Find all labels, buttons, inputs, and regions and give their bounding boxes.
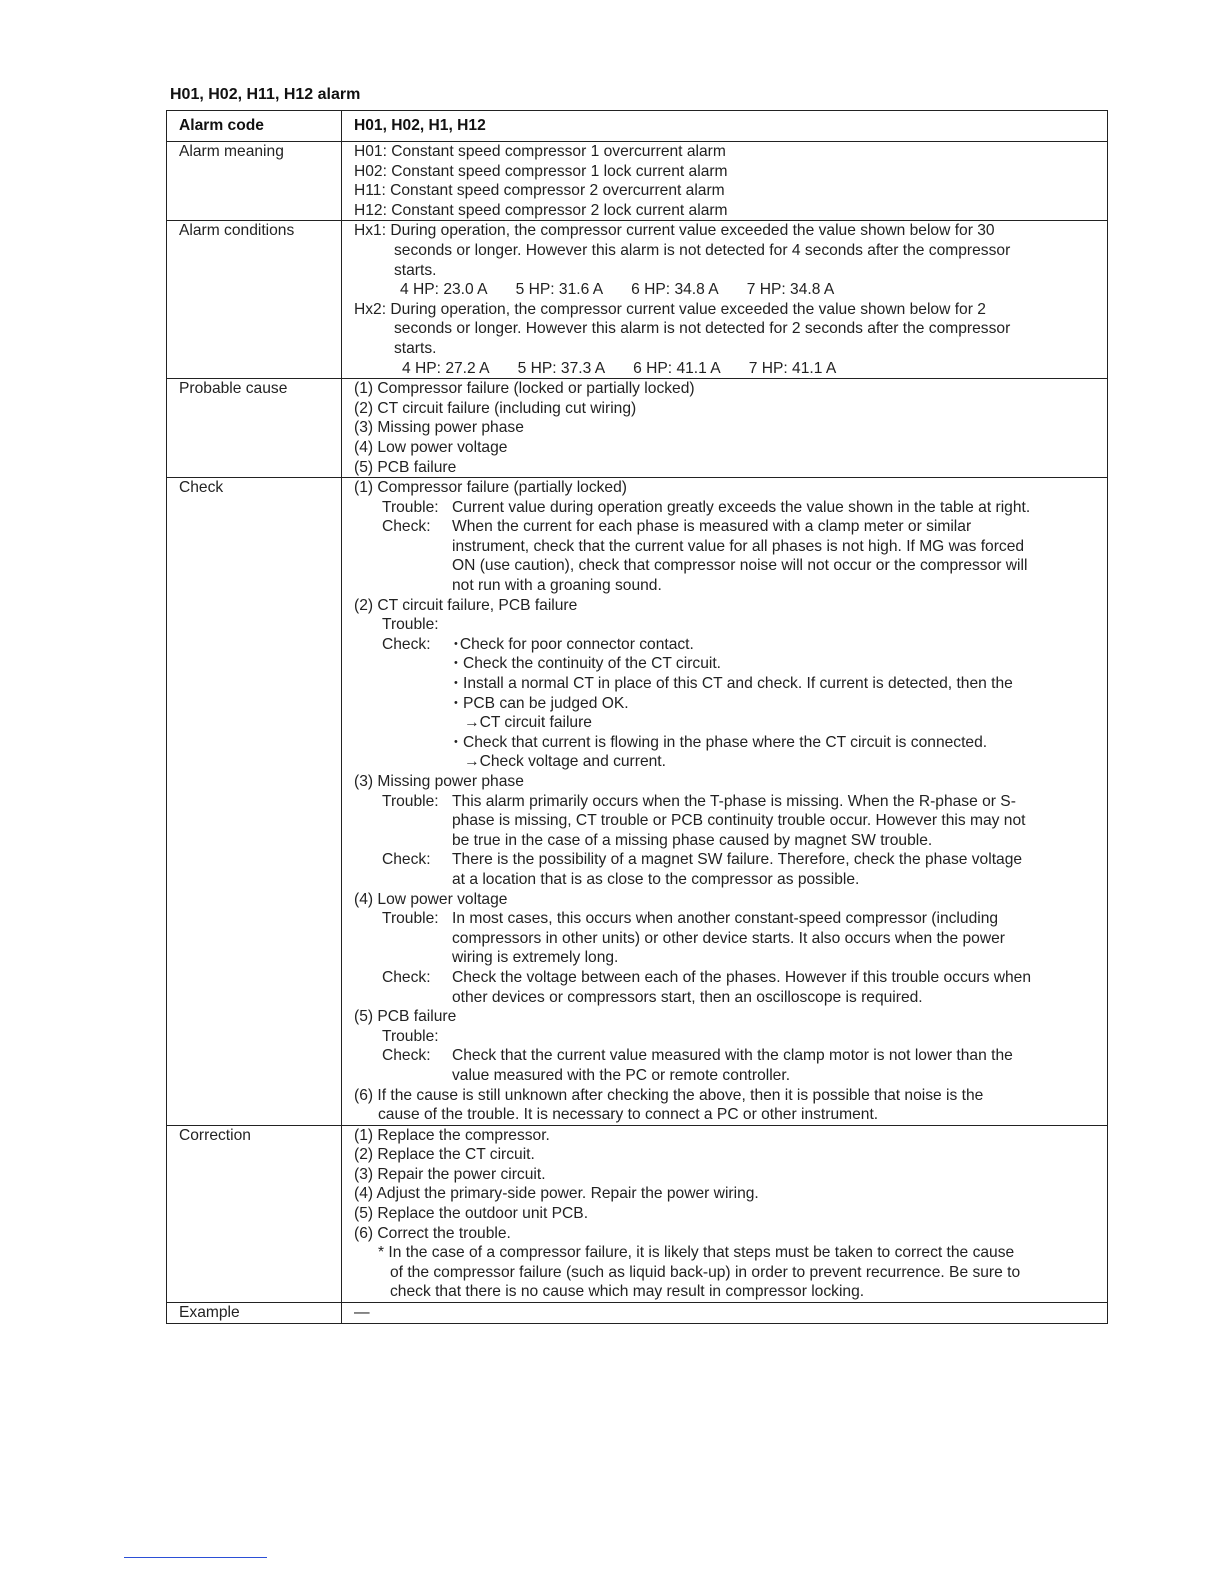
check-text: There is the possibility of a magnet SW failure. Therefore, check the phase voltage (452, 851, 1023, 869)
check-section-head: (4) Low power voltage (354, 890, 508, 908)
row-alarm-meaning (167, 142, 1108, 221)
check-bullet-item (354, 654, 1101, 674)
check-bullet-item (354, 694, 1101, 714)
row-correction (167, 1125, 1108, 1302)
check-text: Check that the current value measured with the clamp motor is not lower than the (452, 1047, 1013, 1065)
meaning-line: H01: Constant speed compressor 1 overcurrent alarm (354, 143, 726, 160)
check-text: instrument, check that the current value for all phases is not high. If MG was forced (452, 537, 1025, 555)
trouble-text: Current value during operation greatly exceeds the value shown in the table at right. (452, 498, 1031, 516)
check-check (354, 968, 1101, 988)
row-probable-cause (167, 379, 1108, 478)
row-check (167, 478, 1108, 1126)
check-section-head: (2) CT circuit failure, PCB failure (354, 596, 578, 614)
trouble-text: wiring is extremely long. (452, 949, 619, 967)
bullet: ･ (452, 655, 460, 673)
check-section-head: (1) Compressor failure (partially locked) (354, 479, 627, 497)
correction-label: Correction (167, 1125, 342, 1302)
check-check (354, 517, 1101, 537)
check-text: value measured with the PC or remote controller. (452, 1066, 791, 1084)
hp-value: 5 HP: 37.3 A (517, 359, 606, 377)
hp-value: 6 HP: 41.1 A (633, 359, 721, 377)
cause-line: (5) PCB failure (354, 458, 457, 476)
hp-value: 7 HP: 34.8 A (746, 281, 835, 299)
bullet: ･ (452, 635, 460, 653)
hp-value: 4 HP: 27.2 A (402, 359, 490, 377)
hx1-hp-values (354, 280, 1101, 300)
check-trouble (354, 792, 1101, 812)
alarm-table (166, 110, 1108, 1324)
cause-value (342, 379, 1108, 478)
check-text: other devices or compressors start, then an oscilloscope is required. (452, 988, 923, 1006)
check-key: Check: (382, 968, 431, 986)
check-text: at a location that is as close to the compressor as possible. (452, 870, 860, 888)
cause-line: (1) Compressor failure (locked or partially locked) (354, 380, 695, 398)
bullet: ･ (452, 733, 460, 751)
correction-note: of the compressor failure (such as liquid back-up) in order to prevent recurrence. Be sure to (390, 1263, 1021, 1281)
bullet: ･ (452, 694, 460, 712)
cause-line: (2) CT circuit failure (including cut wiring) (354, 399, 637, 417)
check-value (342, 478, 1108, 1126)
correction-note: check that there is no cause which may result in compressor locking. (390, 1283, 865, 1301)
check-text: cause of the trouble. It is necessary to connect a PC or other instrument. (378, 1106, 879, 1124)
meaning-line: H02: Constant speed compressor 1 lock current alarm (354, 162, 728, 180)
hx2-line: seconds or longer. However this alarm is not detected for 2 seconds after the compressor (394, 320, 1011, 338)
check-text: not run with a groaning sound. (452, 577, 662, 595)
bullet-text: Check that current is flowing in the phase where the CT circuit is connected. (463, 733, 988, 751)
trouble-text: be true in the case of a missing phase caused by magnet SW trouble. (452, 831, 933, 849)
bullet: ･ (452, 675, 460, 693)
trouble-key: Trouble: (382, 1027, 439, 1045)
check-key: Check: (382, 635, 431, 653)
hx2-line: starts. (394, 339, 437, 357)
hp-value: 7 HP: 41.1 A (748, 359, 837, 377)
trouble-text: This alarm primarily occurs when the T-phase is missing. When the R-phase or S- (452, 792, 1016, 810)
bullet-text: Install a normal CT in place of this CT and check. If current is detected, then the (463, 675, 1013, 693)
row-alarm-conditions (167, 221, 1108, 379)
meaning-value (342, 142, 1108, 221)
bullet-text: Check the continuity of the CT circuit. (463, 655, 721, 673)
cause-label: Probable cause (167, 379, 342, 478)
check-text: Check the voltage between each of the phases. However if this trouble occurs when (452, 968, 1032, 986)
example-value: — (342, 1303, 1108, 1324)
correction-line: (5) Replace the outdoor unit PCB. (354, 1205, 589, 1223)
trouble-key: Trouble: (382, 498, 439, 516)
check-key: Check: (382, 1047, 431, 1065)
correction-line: (3) Repair the power circuit. (354, 1165, 546, 1183)
hx2-hp-values (354, 359, 1101, 379)
trouble-text: phase is missing, CT trouble or PCB continuity trouble occur. However this may not (452, 812, 1026, 830)
hp-value: 6 HP: 34.8 A (631, 281, 719, 299)
check-text: ON (use caution), check that compressor noise will not occur or the compressor will (452, 557, 1028, 575)
check-bullet-item (354, 733, 1101, 753)
hx1-line: Hx1: During operation, the compressor current value exceeded the value shown below for 30 (354, 222, 995, 240)
header-value: H01, H02, H1, H12 (342, 111, 1108, 142)
check-check (354, 1046, 1101, 1066)
correction-value (342, 1125, 1108, 1302)
check-section-head: (5) PCB failure (354, 1008, 457, 1026)
correction-line: (4) Adjust the primary-side power. Repair the power wiring. (354, 1185, 759, 1203)
correction-note: * In the case of a compressor failure, it is likely that steps must be taken to correct the cause (378, 1244, 1015, 1262)
header-label: Alarm code (167, 111, 342, 142)
page-title: H01, H02, H11, H12 alarm (170, 86, 361, 103)
conditions-label: Alarm conditions (167, 221, 342, 379)
hp-value: 4 HP: 23.0 A (400, 281, 488, 299)
check-trouble (354, 909, 1101, 929)
check-key: Check: (382, 518, 431, 536)
check-key: Check: (382, 851, 431, 869)
bullet-text: Check for poor connector contact. (459, 635, 694, 653)
check-text: When the current for each phase is measured with a clamp meter or similar (452, 518, 972, 536)
table-header-row (167, 111, 1108, 142)
cause-line: (4) Low power voltage (354, 438, 508, 456)
trouble-text: In most cases, this occurs when another constant-speed compressor (including (452, 910, 999, 928)
trouble-key: Trouble: (382, 910, 439, 928)
example-label: Example (167, 1303, 342, 1324)
meaning-label: Alarm meaning (167, 142, 342, 221)
footer-rule (124, 1557, 267, 1558)
hx2-line: Hx2: During operation, the compressor current value exceeded the value shown below for 2 (354, 300, 986, 318)
correction-line: (6) Correct the trouble. (354, 1224, 511, 1242)
check-section-head: (3) Missing power phase (354, 773, 524, 790)
check-section-head: (6) If the cause is still unknown after checking the above, then it is possible that noise is the (354, 1086, 984, 1104)
check-label: Check (167, 478, 342, 1126)
check-arrow-result: →CT circuit failure (464, 714, 592, 732)
check-check (354, 635, 1101, 655)
check-trouble (354, 498, 1101, 518)
correction-line: (1) Replace the compressor. (354, 1126, 550, 1144)
correction-line: (2) Replace the CT circuit. (354, 1146, 535, 1164)
check-arrow-result: →Check voltage and current. (464, 753, 666, 771)
trouble-text: compressors in other units) or other device starts. It also occurs when the power (452, 929, 1005, 947)
check-bullet-item (354, 674, 1101, 694)
meaning-line: H11: Constant speed compressor 2 overcurrent alarm (354, 182, 725, 200)
hp-value: 5 HP: 31.6 A (515, 281, 604, 299)
meaning-line: H12: Constant speed compressor 2 lock current alarm (354, 201, 728, 219)
hx1-line: seconds or longer. However this alarm is not detected for 4 seconds after the compressor (394, 241, 1011, 259)
hx1-line: starts. (394, 261, 437, 279)
cause-line: (3) Missing power phase (354, 419, 524, 437)
trouble-key: Trouble: (382, 616, 439, 634)
trouble-key: Trouble: (382, 792, 439, 810)
row-example (167, 1303, 1108, 1324)
check-bullet-item (452, 635, 1101, 655)
check-check (354, 850, 1101, 870)
bullet-text: PCB can be judged OK. (463, 694, 629, 712)
conditions-value (342, 221, 1108, 379)
